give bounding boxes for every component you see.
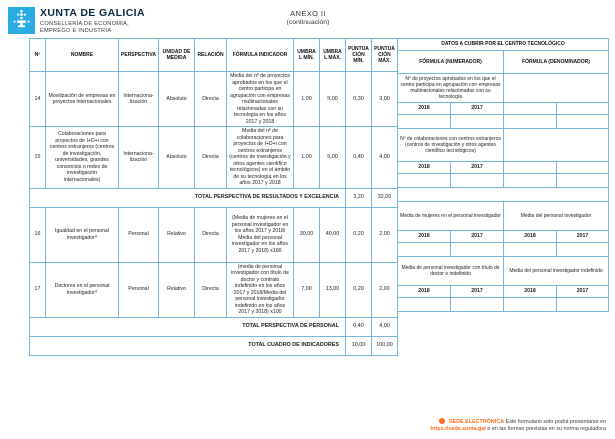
datos-separator-row (398, 188, 609, 202)
table-row-16 (30, 207, 398, 262)
input-cell[interactable] (451, 298, 504, 312)
table-header-row (30, 39, 398, 72)
year-label (504, 162, 557, 174)
relacion-value: Directa (195, 262, 227, 317)
punt-max-value: 2,00 (372, 262, 398, 317)
punt-min-value: 0,40 (346, 127, 372, 189)
input-cell[interactable] (504, 298, 557, 312)
col-header-umbral-max: UMBRAL MÁX. (320, 39, 346, 72)
total-label: TOTAL PERSPECTIVA DE RESULTADOS Y EXCELENCIA (30, 188, 346, 207)
input-cell[interactable] (451, 115, 504, 129)
row-number: 14 (30, 72, 46, 127)
denominador-label (504, 129, 609, 162)
total-label: TOTAL CUADRO DE INDICADORES (30, 336, 346, 355)
datos-block-14-years (398, 103, 609, 115)
col-header-punt-max: PUNTUACIÓN MÁX. (372, 39, 398, 72)
denominador-label: Media del personal investigador indefinido (504, 257, 609, 286)
datos-subheader-row (398, 51, 609, 74)
formula-denominador-header: FÓRMULA (DENOMINADOR) (504, 51, 609, 74)
footer-note-line1: Este formulario solo podrá presentarse en (505, 418, 606, 425)
sede-label: SEDE ELECTRÓNICA (449, 418, 505, 425)
year-label: 2018 (504, 231, 557, 243)
punt-min-value: 0,30 (346, 72, 372, 127)
xunta-de-galicia-logo (8, 7, 35, 34)
datos-block-15-labels (398, 129, 609, 162)
annex-subtitle: (continuación) (286, 19, 330, 26)
year-label: 2018 (504, 286, 557, 298)
formula-indicador: Media del nº de colaboraciones para proyectos de I+D+i con centros extranjeros (centros de investigación y otros agentes científico tecnológicos) en el ámbito de su tecnología en los años 2017 y 2018 (227, 127, 294, 189)
umbral-min-value: 1,00 (294, 72, 320, 127)
indicators-table (29, 38, 398, 356)
umbral-max-value: 5,00 (320, 127, 346, 189)
total-punt-max: 100,00 (372, 336, 398, 355)
input-cell[interactable] (451, 174, 504, 188)
table-row-14 (30, 72, 398, 127)
separator-cell (398, 188, 609, 202)
input-cell[interactable] (398, 298, 451, 312)
unidad-value: Relativo (159, 207, 195, 262)
datos-block-15-inputs (398, 174, 609, 188)
year-label: 2018 (398, 231, 451, 243)
indicators-section (29, 38, 608, 356)
datos-block-14-labels (398, 74, 609, 103)
indicator-name: Igualdad en el personal investigador⁸ (46, 207, 119, 262)
datos-title-row (398, 39, 609, 51)
punt-max-value: 2,00 (372, 207, 398, 262)
sede-electronica-note (430, 418, 606, 434)
year-label: 2017 (557, 286, 609, 298)
perspectiva-value: Internaciona-lización (119, 127, 159, 189)
col-header-perspectiva: PERSPECTIVA (119, 39, 159, 72)
formula-indicador: (Media de mujeres en el personal investigador en los años 2017 y 2018/ Media del personal investigador en los años 2017 y 2018) x100 (227, 207, 294, 262)
punt-max-value: 4,00 (372, 127, 398, 189)
annex-title-block (228, 9, 388, 26)
formula-numerador-header: FÓRMULA (NUMERADOR) (398, 51, 504, 74)
input-cell[interactable] (557, 174, 609, 188)
relacion-value: Directa (195, 127, 227, 189)
perspectiva-value: Personal (119, 262, 159, 317)
numerador-label: Nº de proyectos aprobados en los que el centro participa en agrupación con empresas multinacionales relacionadas con su tecnología (398, 74, 504, 103)
datos-block-17-labels (398, 257, 609, 286)
unidad-value: Absoluto (159, 72, 195, 127)
year-label: 2017 (451, 286, 504, 298)
input-cell[interactable] (504, 243, 557, 257)
col-header-num: Nº (30, 39, 46, 72)
total-punt-min: 10,00 (346, 336, 372, 355)
row-number: 15 (30, 127, 46, 189)
formula-indicador: (media de personal investigador con título de doctor y contrato indefinido en los años 2017 y 2018/Media del personal investigador indefinido en los años 2017 y 2018) x100 (227, 262, 294, 317)
table-row-15 (30, 127, 398, 189)
total-label: TOTAL PERSPECTIVA DE PERSONAL (30, 317, 346, 336)
unidad-value: Absoluto (159, 127, 195, 189)
dept-line-1: CONSELLERÍA DE ECONOMÍA, (40, 21, 129, 28)
year-label: 2017 (451, 162, 504, 174)
annex-title: ANEXO II (290, 9, 326, 18)
total-row-cuadro (30, 336, 398, 355)
formula-indicador: Media del nº de proyectos aprobados en los que el centro participa en agrupación con empresas multinacionales relacionadas con su tecnología en los años 2017 y 2018 (227, 72, 294, 127)
year-label: 2018 (398, 162, 451, 174)
sede-electronica-icon (439, 418, 445, 424)
datos-title: DATOS A CUBRIR POR EL CENTRO TECNOLÓGICO (398, 39, 609, 51)
col-header-relacion: RELACIÓN (195, 39, 227, 72)
numerador-label: Nº de colaboraciones con centros extranjeros (centros de investigación y otros agentes científico tecnológicos) (398, 129, 504, 162)
total-punt-min: 0,40 (346, 317, 372, 336)
umbral-max-value: 40,00 (320, 207, 346, 262)
umbral-min-value: 30,00 (294, 207, 320, 262)
input-cell[interactable] (557, 243, 609, 257)
input-cell[interactable] (557, 115, 609, 129)
year-label: 2018 (398, 286, 451, 298)
input-cell[interactable] (504, 115, 557, 129)
org-title: XUNTA DE GALICIA (40, 7, 145, 19)
input-cell[interactable] (557, 298, 609, 312)
relacion-value: Directa (195, 72, 227, 127)
year-label (557, 103, 609, 115)
perspectiva-value: Internaciona-lización (119, 72, 159, 127)
year-label: 2017 (557, 231, 609, 243)
input-cell[interactable] (398, 243, 451, 257)
datos-panel (397, 38, 609, 312)
datos-block-14-inputs (398, 115, 609, 129)
perspectiva-value: Personal (119, 207, 159, 262)
relacion-value: Directa (195, 207, 227, 262)
row-number: 17 (30, 262, 46, 317)
year-label: 2017 (451, 103, 504, 115)
table-row-17 (30, 262, 398, 317)
input-cell[interactable] (504, 174, 557, 188)
year-label: 2017 (451, 231, 504, 243)
indicator-name: Doctores en el personal investigador⁹ (46, 262, 119, 317)
total-punt-max: 32,00 (372, 188, 398, 207)
punt-min-value: 0,20 (346, 262, 372, 317)
col-header-punt-min: PUNTUACIÓN MÍN. (346, 39, 372, 72)
umbral-max-value: 13,00 (320, 262, 346, 317)
input-cell[interactable] (451, 243, 504, 257)
denominador-label: Media del personal investigador (504, 202, 609, 231)
total-punt-min: 3,20 (346, 188, 372, 207)
col-header-nombre: NOMBRE (46, 39, 119, 72)
umbral-min-value: 7,00 (294, 262, 320, 317)
brand-header (8, 7, 145, 35)
indicator-name: Colaboraciones para proyectos de I+D+i con centros extranjeros (centros de investigación, universidades, grandes consorcios o redes de investigación internacionales) (46, 127, 119, 189)
umbral-max-value: 5,00 (320, 72, 346, 127)
datos-block-16-inputs (398, 243, 609, 257)
row-number: 16 (30, 207, 46, 262)
year-label: 2018 (398, 103, 451, 115)
datos-block-16-years (398, 231, 609, 243)
sede-url-link[interactable]: https://sede.xunta.gal (430, 426, 486, 433)
datos-block-17-inputs (398, 298, 609, 312)
col-header-formula: FÓRMULA INDICADOR (227, 39, 294, 72)
datos-block-16-labels (398, 202, 609, 231)
col-header-unidad: UNIDAD DE MEDIDA (159, 39, 195, 72)
numerador-label: Media de mujeres en el personal investigador (398, 202, 504, 231)
unidad-value: Relativo (159, 262, 195, 317)
year-label (557, 162, 609, 174)
footer-note-line2: o en las formas previstas en su norma reguladora (487, 426, 606, 433)
year-label (504, 103, 557, 115)
datos-block-17-years (398, 286, 609, 298)
input-cell[interactable] (398, 115, 451, 129)
punt-min-value: 0,20 (346, 207, 372, 262)
total-row-resultados (30, 188, 398, 207)
dept-line-2: EMPREGO E INDUSTRIA (40, 28, 112, 34)
numerador-label: Media de personal investigador con título de doctor e indefinido (398, 257, 504, 286)
total-punt-max: 4,00 (372, 317, 398, 336)
punt-max-value: 3,00 (372, 72, 398, 127)
denominador-label (504, 74, 609, 103)
datos-block-15-years (398, 162, 609, 174)
input-cell[interactable] (398, 174, 451, 188)
umbral-min-value: 1,00 (294, 127, 320, 189)
indicator-name: Movilización de empresas en proyectos internacionales (46, 72, 119, 127)
total-row-personal (30, 317, 398, 336)
col-header-umbral-min: UMBRAL MÍN. (294, 39, 320, 72)
